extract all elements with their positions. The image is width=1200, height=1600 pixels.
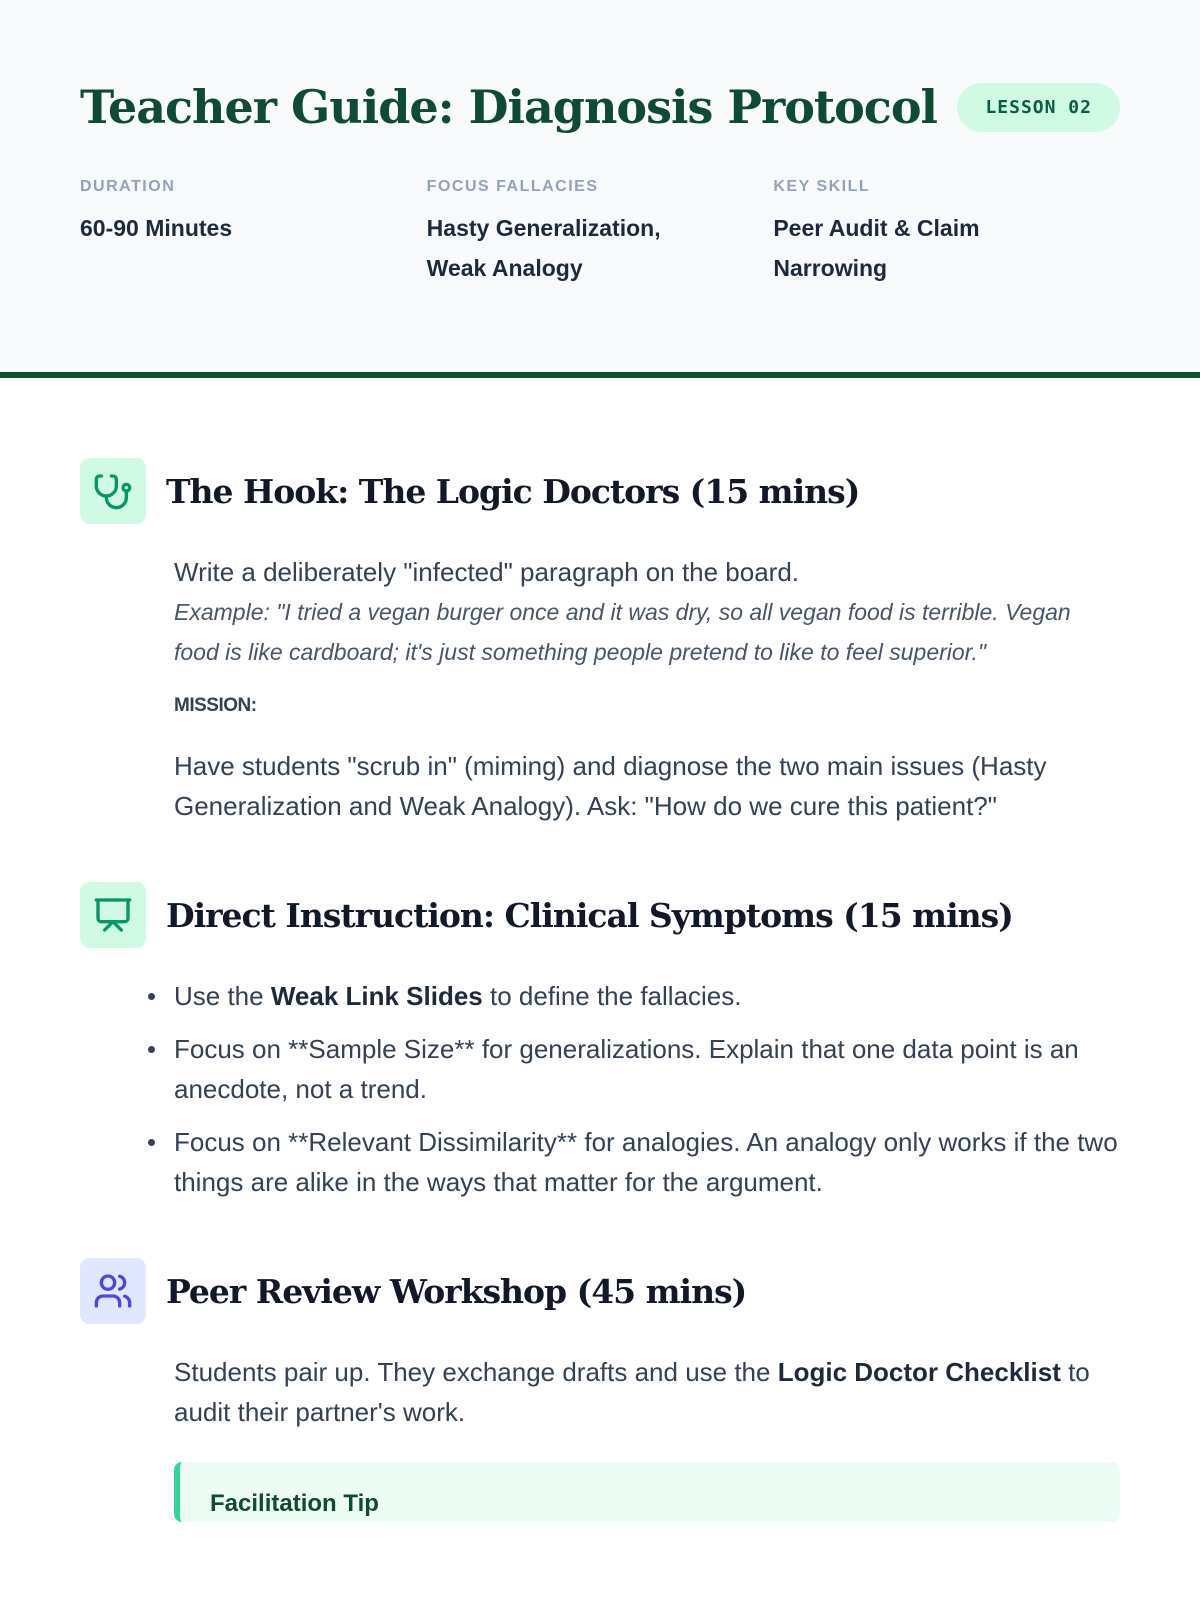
list-item: Focus on **Relevant Dissimilarity** for analogies. An analogy only works if the two things are alike in the ways that matter for the argument. — [174, 1122, 1120, 1202]
section-title: The Hook: The Logic Doctors (15 mins) — [166, 471, 860, 511]
section-body — [80, 1352, 1120, 1522]
meta-key-skill — [773, 178, 1120, 288]
slides-reference: Weak Link Slides — [270, 981, 483, 1011]
paragraph-text: to audit their partner's work. — [174, 1357, 1090, 1427]
section-heading — [80, 882, 1120, 948]
page-title: Teacher Guide: Diagnosis Protocol — [80, 80, 937, 134]
users-icon — [80, 1258, 146, 1324]
presentation-icon — [80, 882, 146, 948]
title-row — [80, 80, 1120, 134]
guide-header — [0, 0, 1200, 378]
section-heading — [80, 458, 1120, 524]
meta-label: FOCUS FALLACIES — [426, 178, 599, 195]
meta-value: Hasty Generalization, Weak Analogy — [426, 215, 661, 281]
instruction-list — [174, 976, 1120, 1202]
section-body — [80, 976, 1120, 1202]
section-title: Direct Instruction: Clinical Symptoms (15 mins) — [166, 895, 1013, 935]
meta-value: 60-90 Minutes — [80, 215, 233, 241]
section-peer-review — [80, 1258, 1120, 1522]
section-title: Peer Review Workshop (45 mins) — [166, 1271, 747, 1311]
meta-duration — [80, 178, 427, 288]
meta-focus-fallacies — [427, 178, 774, 288]
meta-label: DURATION — [80, 178, 176, 195]
meta-row — [80, 178, 1120, 288]
mission-label: MISSION: — [174, 695, 257, 716]
mission-text: Have students "scrub in" (miming) and diagnose the two main issues (Hasty Generalization and Weak Analogy). Ask: "How do we cure this patient?" — [174, 751, 1047, 821]
lesson-badge: LESSON 02 — [957, 83, 1120, 132]
list-item — [174, 976, 1120, 1016]
meta-label: KEY SKILL — [773, 178, 871, 195]
section-heading — [80, 1258, 1120, 1324]
section-direct-instruction — [80, 882, 1120, 1202]
list-item-text: Use the — [174, 981, 271, 1011]
section-body — [80, 552, 1120, 826]
peer-review-text — [174, 1352, 1120, 1432]
checklist-reference: Logic Doctor Checklist — [777, 1357, 1061, 1387]
facilitation-tip-callout: Facilitation Tip — [174, 1462, 1120, 1522]
stethoscope-icon — [80, 458, 146, 524]
list-item: Focus on **Sample Size** for generalizations. Explain that one data point is an anecdote, not a trend. — [174, 1029, 1120, 1109]
hook-intro: Write a deliberately "infected" paragraph on the board. — [174, 557, 800, 587]
meta-value: Peer Audit & Claim Narrowing — [773, 215, 980, 281]
paragraph-text: Students pair up. They exchange drafts and use the — [174, 1357, 778, 1387]
hook-example: Example: "I tried a vegan burger once and it was dry, so all vegan food is terrible. Vegan food is like cardboard; it's just something people pretend to like to feel superior." — [174, 599, 1071, 665]
list-item-text: to define the fallacies. — [482, 981, 742, 1011]
guide-content — [0, 378, 1200, 1522]
section-hook — [80, 458, 1120, 826]
